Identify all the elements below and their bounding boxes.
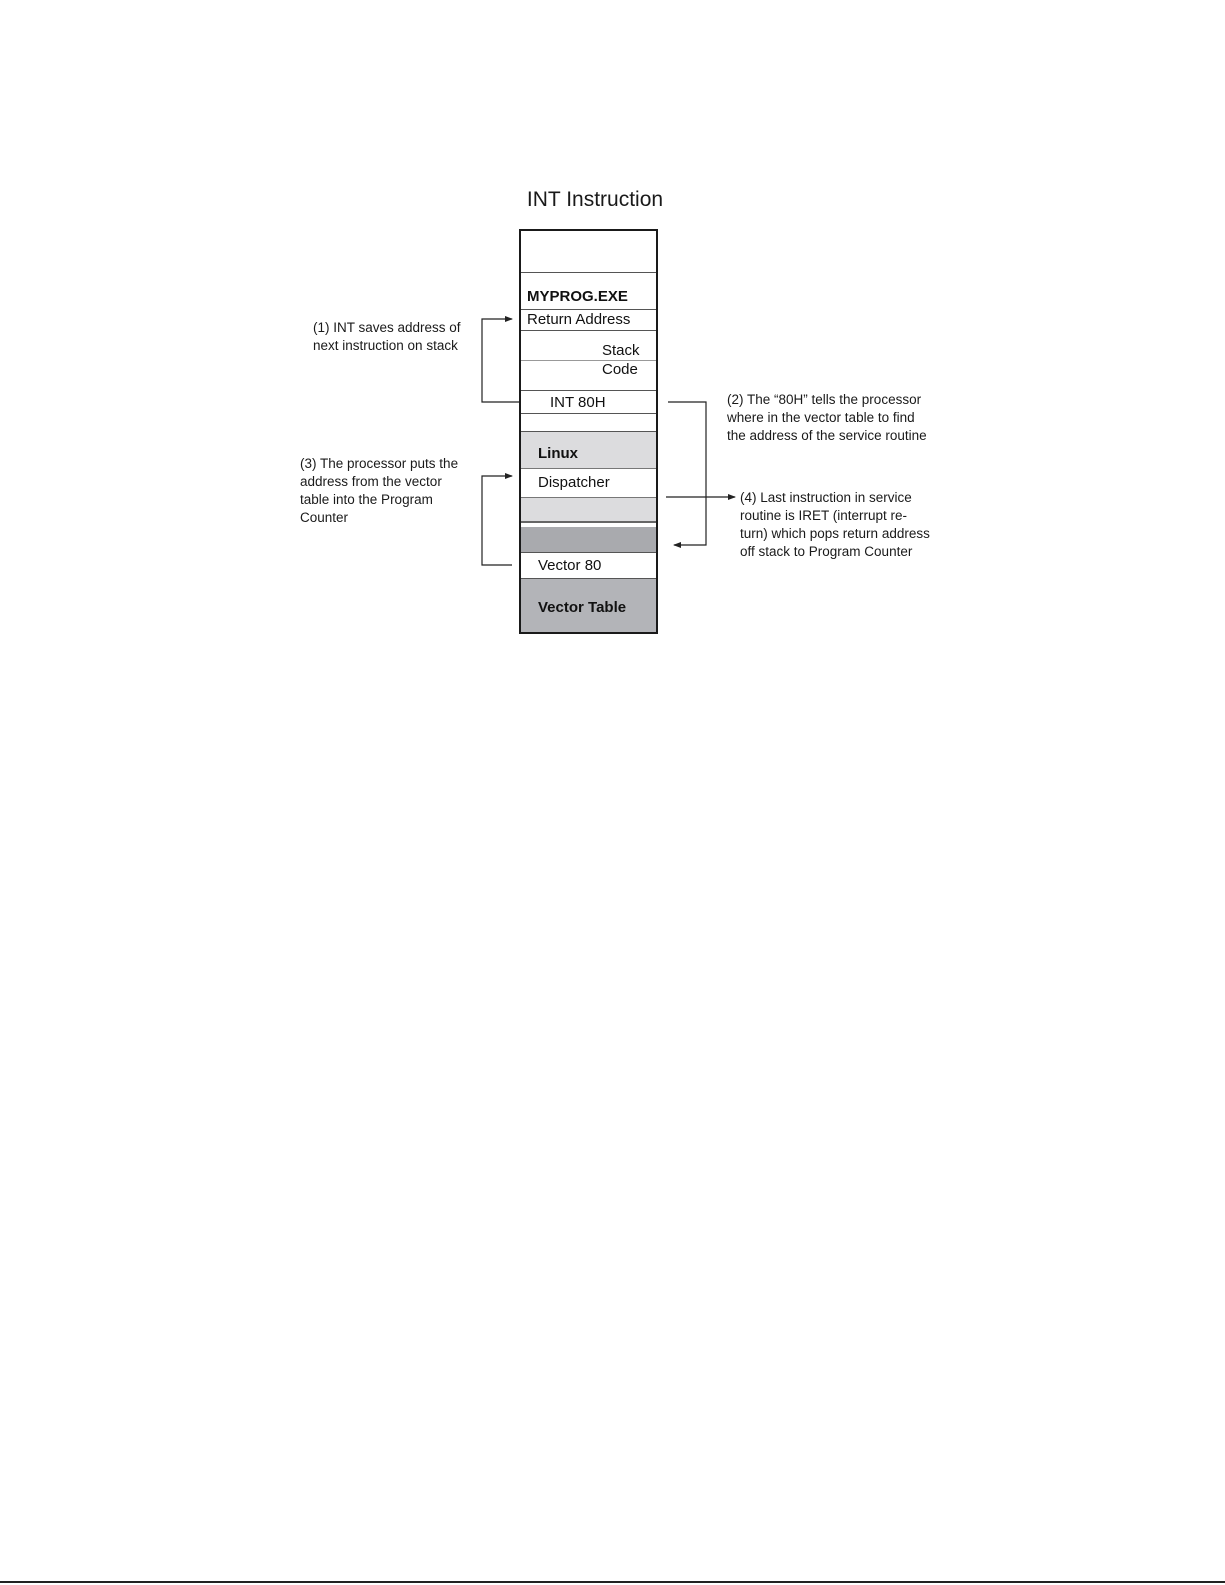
note-step2: (2) The “80H” tells the processor where in the vector table to find the address of the service routine [727,392,927,443]
page-bottom-rule [0,1581,1225,1583]
stack-label: Stack [602,342,640,359]
step2-connector [668,402,706,545]
dispatcher-label: Dispatcher [538,474,610,491]
step3-connector [482,476,512,565]
code-label: Code [602,361,638,378]
note-step4: (4) Last instruction in service routine is IRET (interrupt re- turn) which pops return address off stack to Program Counter [740,490,930,559]
return-address-label: Return Address [527,311,631,328]
note-step3: (3) The processor puts the address from the vector table into the Program Counter [300,456,459,525]
vector-80-label: Vector 80 [538,557,602,574]
linux-label: Linux [538,445,578,462]
vector-table-label: Vector Table [538,599,627,616]
myprog-label: MYPROG.EXE [527,288,628,305]
diagram-title: INT Instruction [526,188,664,211]
int-80h-label: INT 80H [550,394,606,411]
note-step1: (1) INT saves address of next instruction on stack [313,320,461,353]
step1-connector [482,319,519,402]
